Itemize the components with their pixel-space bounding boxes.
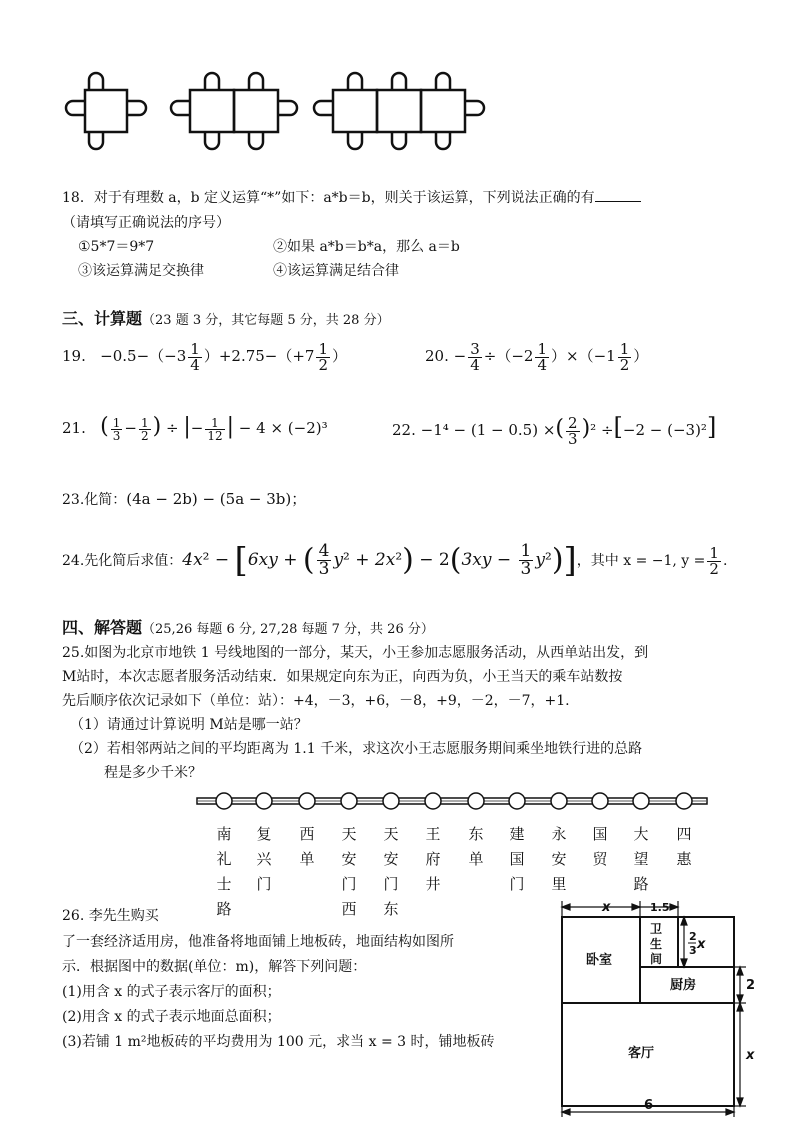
q18-option-2: ②如果 a*b＝b*a，那么 a＝b xyxy=(273,239,460,255)
plan-dim-6: 6 xyxy=(644,1098,654,1113)
station-label: 建 国 门 xyxy=(509,825,525,893)
plan-living-label: 客厅 xyxy=(628,1046,655,1061)
plan-frac-den: 3 xyxy=(689,944,697,957)
question-23: 23.化简：(4a − 2b) − (5a − 3b)； xyxy=(62,490,307,508)
station-label: 四 惠 xyxy=(676,825,692,868)
plan-dim-x-right: x xyxy=(746,1048,755,1063)
metro-line-map xyxy=(195,790,710,814)
floor-plan-diagram xyxy=(550,895,760,1123)
q25-line-2: M站时，本次志愿者服务活动结束．如果规定向东为正，向西为负，小王当天的乘车站数按 xyxy=(62,669,623,685)
plan-bath-label-2: 生 xyxy=(650,937,663,951)
q26-line-2: 了一套经济适用房，他准备将地面铺上地板砖，地面结构如图所 xyxy=(62,934,454,950)
section-3-title: 三、计算题 xyxy=(62,309,143,328)
section-3-heading xyxy=(62,309,390,331)
section-4-note: （25,26 每题 6 分, 27,28 每题 7 分，共 26 分） xyxy=(142,622,434,637)
station-label: 南 礼 士 路 xyxy=(216,825,232,918)
q18-option-1: ①5*7＝9*7 xyxy=(78,239,155,255)
section-4-heading xyxy=(62,618,434,640)
plan-bath-label-3: 间 xyxy=(650,952,663,966)
question-24: 24.先化简后求值：4x² − [6xy + ( $\frac{4}{3}$ y² + 2x²) − 2(3xy − $\frac{1}{3}$ y²)]，其中 x = −1, y = $\frac{1}{2}$ . xyxy=(62,540,728,581)
station-label: 王 府 井 xyxy=(425,825,441,893)
q25-line-3: 先后顺序依次记录如下（单位：站）：+4，－3，+6，－8，+9，－2，－7，+1. xyxy=(62,693,570,709)
answer-blank[interactable] xyxy=(595,201,641,202)
q18-option-4: ④该运算满足结合律 xyxy=(273,263,399,279)
station-label: 国 贸 xyxy=(592,825,608,868)
question-19: 19. −0.5−（−3 $\frac{1}{4}$ ）+2.75−（+7 $\frac{1}{2}$ ） xyxy=(62,339,348,374)
plan-frac-num: 2 xyxy=(689,930,697,943)
q25-line-1: 25.如图为北京市地铁 1 号线地图的一部分，某天，小王参加志愿服务活动，从西单站出发，到 xyxy=(62,645,649,661)
plan-kitchen-label: 厨房 xyxy=(670,978,697,993)
question-22: 22. −1⁴ − (1 − 0.5) ×( $\frac{2}{3}$ )² ÷[−2 − (−3)²] xyxy=(392,413,717,448)
section-3-note: （23 题 3 分，其它每题 5 分，共 28 分） xyxy=(142,313,390,328)
table-arrangement-figure xyxy=(55,65,495,165)
station-label: 天 安 门 东 xyxy=(383,825,399,918)
station-label: 复 兴 门 xyxy=(256,825,272,893)
plan-bedroom-label: 卧室 xyxy=(586,953,613,968)
q18-stem: 18．对于有理数 a，b 定义运算“*”如下：a*b＝b，则关于该运算，下列说法正确的有 xyxy=(62,188,641,208)
q25-sub-1: （1）请通过计算说明 M站是哪一站？ xyxy=(70,717,308,733)
plan-dim-1-5: 1.5 xyxy=(650,901,670,914)
q26-line-4: (1)用含 x 的式子表示客厅的面积； xyxy=(62,984,281,1000)
q25-sub-2b: 程是多少千米？ xyxy=(104,765,202,781)
plan-bath-label-1: 卫 xyxy=(650,922,663,936)
q26-line-6: (3)若铺 1 m²地板砖的平均费用为 100 元，求当 x = 3 时，铺地板砖 xyxy=(62,1034,495,1050)
station-label: 西 单 xyxy=(299,825,315,868)
plan-frac-x: x xyxy=(697,937,706,952)
q18-option-3: ③该运算满足交换律 xyxy=(78,263,204,279)
station-label: 大 望 路 xyxy=(633,825,649,893)
q26-line-3: 示．根据图中的数据(单位：m)，解答下列问题： xyxy=(62,959,367,975)
plan-dim-x-top: x xyxy=(602,900,611,915)
plan-dim-2: 2 xyxy=(746,978,756,993)
question-21: 21. ( $\frac{1}{3}$ − $\frac{1}{2}$ ) ÷ |− $\frac{1}{12}$ | − 4 × (−2)³ xyxy=(62,414,328,443)
q26-line-1: 26. 李先生购买 xyxy=(62,908,159,924)
station-label: 天 安 门 西 xyxy=(341,825,357,918)
station-label: 永 安 里 xyxy=(551,825,567,893)
q18-hint: （请填写正确说法的序号） xyxy=(62,215,230,231)
station-label: 东 单 xyxy=(468,825,484,868)
q25-sub-2a: （2）若相邻两站之间的平均距离为 1.1 千米，求这次小王志愿服务期间乘坐地铁行进的总路 xyxy=(70,741,643,757)
q26-line-5: (2)用含 x 的式子表示地面总面积； xyxy=(62,1009,281,1025)
question-20: 20. − $\frac{3}{4}$ ÷（−2 $\frac{1}{4}$ ）×（−1 $\frac{1}{2}$ ） xyxy=(425,339,649,374)
section-4-title: 四、解答题 xyxy=(62,618,143,637)
